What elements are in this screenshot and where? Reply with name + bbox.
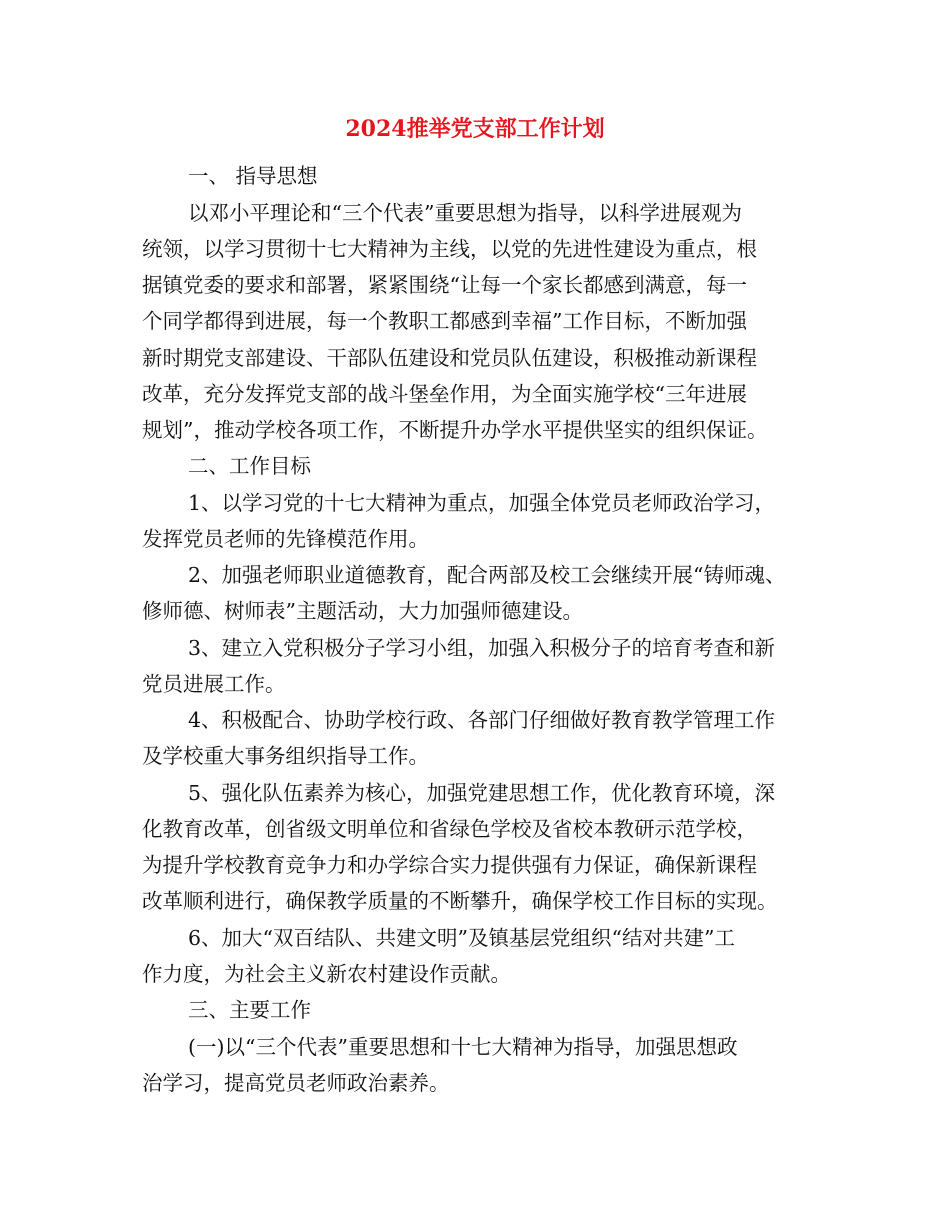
paragraph-line: 统领，以学习贯彻十七大精神为主线，以党的先进性建设为重点，根 xyxy=(142,237,757,261)
paragraph-line: 6、加大“双百结队、共建文明”及镇基层党组织“结对共建”工 xyxy=(188,926,735,950)
paragraph-line: 以邓小平理论和“三个代表”重要思想为指导，以科学进展观为 xyxy=(188,201,742,225)
paragraph-line: 及学校重大事务组织指导工作。 xyxy=(142,744,429,768)
paragraph-line: 发挥党员老师的先锋模范作用。 xyxy=(142,527,429,551)
paragraph-line: 4、积极配合、协助学校行政、各部门仔细做好教育教学管理工作 xyxy=(188,708,776,732)
paragraph-line: 作力度，为社会主义新农村建设作贡献。 xyxy=(142,962,511,986)
paragraph-line: 党员进展工作。 xyxy=(142,672,286,696)
paragraph-line: (一)以“三个代表”重要思想和十七大精神为指导，加强思想政 xyxy=(188,1035,738,1059)
paragraph-line: 新时期党支部建设、干部队伍建设和党员队伍建设，积极推动新课程 xyxy=(142,346,757,370)
paragraph-line: 改革顺利进行，确保教学质量的不断攀升，确保学校工作目标的实现。 xyxy=(142,889,778,913)
paragraph-line: 5、强化队伍素养为核心，加强党建思想工作，优化教育环境，深 xyxy=(188,781,776,805)
heading-main-work: 三、主要工作 xyxy=(188,998,311,1022)
paragraph-line: 3、建立入党积极分子学习小组，加强入积极分子的培育考查和新 xyxy=(188,636,776,660)
heading-guiding-thought: 一、 指导思想 xyxy=(188,164,318,188)
paragraph-line: 改革，充分发挥党支部的战斗堡垒作用，为全面实施学校“三年进展 xyxy=(142,382,747,406)
paragraph-line: 据镇党委的要求和部署，紧紧围绕“让每一个家长都感到满意，每一 xyxy=(142,273,747,297)
heading-work-goals: 二、工作目标 xyxy=(188,454,311,478)
paragraph-line: 1、以学习党的十七大精神为重点，加强全体党员老师政治学习， xyxy=(188,491,776,515)
paragraph-line: 化教育改革，创省级文明单位和省绿色学校及省校本教研示范学校， xyxy=(142,817,757,841)
document-title: 2024推举党支部工作计划 xyxy=(345,116,605,142)
paragraph-line: 治学习，提高党员老师政治素养。 xyxy=(142,1071,450,1095)
paragraph-line: 修师德、树师表”主题活动，大力加强师德建设。 xyxy=(142,599,583,623)
paragraph-line: 个同学都得到进展，每一个教职工都感到幸福”工作目标，不断加强 xyxy=(142,309,747,333)
paragraph-line: 规划”，推动学校各项工作，不断提升办学水平提供坚实的组织保证。 xyxy=(142,418,768,442)
paragraph-line: 2、加强老师职业道德教育，配合两部及校工会继续开展“铸师魂、 xyxy=(188,563,786,587)
paragraph-line: 为提升学校教育竞争力和办学综合实力提供强有力保证，确保新课程 xyxy=(142,853,757,877)
